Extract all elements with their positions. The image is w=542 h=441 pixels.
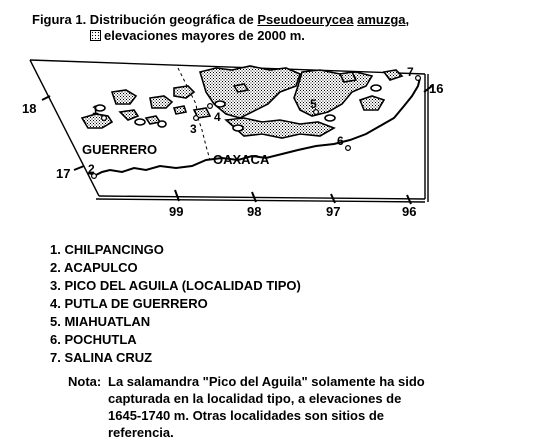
note-line: capturada en la localidad tipo, a elevaciones de: [108, 391, 402, 406]
legend-item: 2. ACAPULCO: [50, 260, 138, 275]
note-line: 1645-1740 m. Otras localidades son sitios de: [108, 408, 385, 423]
locality-1-label: 1: [92, 103, 99, 117]
locality-legend: [50, 241, 301, 367]
species-name: amuzga: [357, 12, 406, 27]
state-label-guerrero: GUERRERO: [82, 142, 158, 157]
legend-item: 7. SALINA CRUZ: [50, 350, 153, 365]
locality-5-label: 5: [310, 97, 317, 111]
caption-text: Distribución geográfica de: [86, 12, 258, 27]
locality-7-label: 7: [407, 65, 414, 79]
longitude-label-96: 96: [402, 204, 417, 219]
locality-2-label: 2: [88, 162, 95, 176]
legend-item: 3. PICO DEL AGUILA (LOCALIDAD TIPO): [50, 278, 301, 293]
longitude-label-99: 99: [169, 204, 184, 219]
legend-item: 4. PUTLA DE GUERRERO: [50, 296, 208, 311]
legend-item: 6. POCHUTLA: [50, 332, 137, 347]
latitude-label-17: 17: [56, 166, 71, 181]
note-line: referencia.: [108, 425, 174, 440]
genus-name: Pseudoeurycea: [257, 12, 354, 27]
state-label-oaxaca: OAXACA: [213, 152, 270, 167]
locality-6-label: 6: [337, 134, 344, 148]
caption-comma: ,: [405, 12, 410, 27]
note-text: [108, 373, 528, 441]
longitude-label-97: 97: [326, 204, 341, 219]
locality-4-label: 4: [214, 110, 221, 124]
latitude-label-18: 18: [22, 101, 37, 116]
legend-item: 1. CHILPANCINGO: [50, 242, 164, 257]
legend-item: 5. MIAHUATLAN: [50, 314, 151, 329]
locality-3-label: 3: [190, 122, 197, 136]
caption-elevation-text: elevaciones mayores de 2000 m.: [104, 28, 305, 43]
note-line: La salamandra "Pico del Aguila" solamente ha sido: [108, 374, 425, 389]
note-label: Nota:: [68, 374, 102, 389]
figure-number: Figura 1.: [32, 12, 87, 27]
latitude-label-16: 16: [429, 81, 444, 96]
longitude-label-98: 98: [247, 204, 262, 219]
